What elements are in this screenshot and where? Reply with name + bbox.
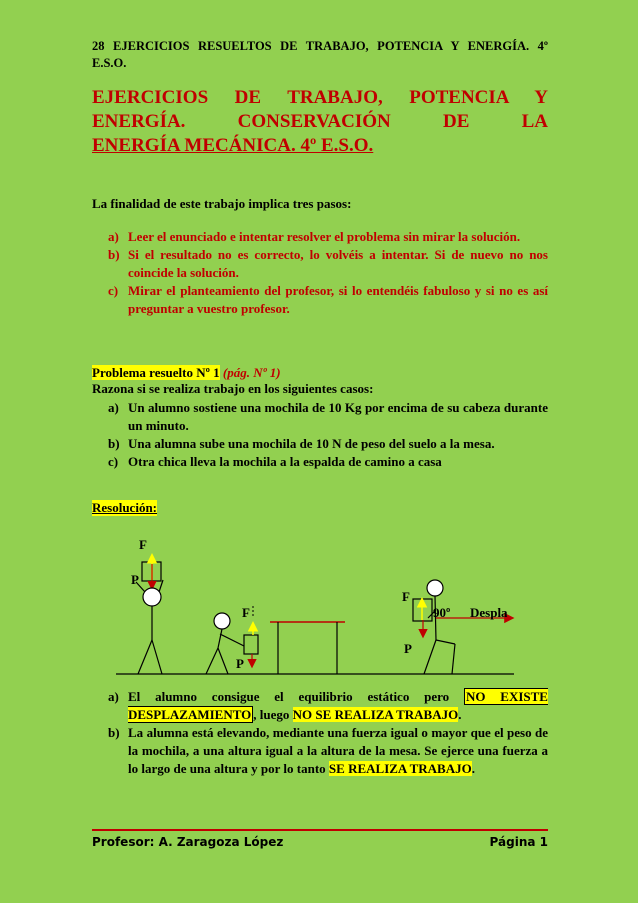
problem-question: Razona si se realiza trabajo en los siguientes casos: (92, 381, 374, 396)
list-item-label: a) (108, 400, 119, 415)
list-item-text (128, 688, 548, 724)
title-line-3 (92, 134, 548, 158)
answer-b-highlight-1: SE REALIZA TRABAJO (328, 761, 472, 776)
figure-student-walking (413, 580, 512, 674)
backpack-box (244, 635, 258, 654)
footer-page-number: Página 1 (489, 835, 548, 849)
list-item (108, 435, 548, 453)
steps-list (108, 228, 548, 318)
answer-a-text-1: El alumno consigue el equilibrio estático pero (128, 689, 464, 704)
physics-figure (0, 520, 638, 680)
list-item-label: c) (108, 454, 119, 469)
cases-list (108, 399, 548, 471)
answers-list (108, 688, 548, 778)
list-item (108, 282, 548, 318)
list-item (108, 246, 548, 282)
list-item-label: b) (108, 436, 120, 451)
list-item-label: a) (108, 689, 119, 704)
list-item (108, 228, 548, 246)
list-item-label: c) (108, 283, 119, 298)
answer-b-text-2: . (471, 761, 475, 776)
head (143, 588, 161, 606)
footer-divider (92, 829, 548, 831)
weight-label-p2: P (236, 656, 244, 671)
answer-a-highlight-2: NO SE REALIZA TRABAJO (292, 707, 459, 722)
answer-a-text-3: . (458, 707, 462, 722)
list-item-label: b) (108, 725, 120, 740)
title-line-2: ENERGÍA. CONSERVACIÓN DE LA (92, 111, 548, 132)
table-drawing (270, 622, 345, 674)
list-item-text: Un alumno sostiene una mochila de 10 Kg por encima de su cabeza durante un minuto. (128, 400, 548, 433)
weight-label-p3: P (404, 641, 412, 656)
head (214, 613, 230, 629)
intro-text: La finalidad de este trabajo implica tres pasos: (92, 196, 352, 211)
problem-page-ref: (pág. Nº 1) (222, 365, 281, 380)
figure-student-lifting (206, 606, 258, 674)
title-line-3-text: ENERGÍA MECÁNICA. 4º E.S.O. (92, 135, 374, 156)
list-item-text: Otra chica lleva la mochila a la espalda de camino a casa (128, 454, 442, 469)
list-item (108, 724, 548, 778)
list-item-text: Una alumna sube una mochila de 10 N de peso del suelo a la mesa. (128, 436, 495, 451)
force-label-f2: F (242, 605, 250, 620)
running-header: 28 EJERCICIOS RESUELTOS DE TRABAJO, POTENCIA Y ENERGÍA. 4º E.S.O. (92, 39, 548, 70)
head (427, 580, 443, 596)
list-item-text: Si el resultado no es correcto, lo volvéis a intentar. Si de nuevo no nos coincide la solución. (128, 247, 548, 280)
page-title (92, 86, 548, 158)
resolution-heading: Resolución: (92, 500, 157, 515)
problem-label: Problema resuelto Nº 1 (92, 365, 220, 380)
displacement-label: Despla (470, 605, 508, 620)
answer-a-highlight-1: NO EXISTE DESPLAZAMIENTO (128, 689, 548, 722)
force-label-f1: F (139, 537, 147, 552)
figure-student-holding (136, 556, 163, 674)
list-item-text: Mirar el planteamiento del profesor, si lo entendéis fabuloso y si no es así preguntar a vuestro profesor. (128, 283, 548, 316)
list-item (108, 688, 548, 724)
answer-b-text-1: La alumna está elevando, mediante una fuerza igual o mayor que el peso de la mochila, a una altura igual a la altura de la mesa. Se ejerce una fuerza a lo largo de una altura y por lo tanto (128, 725, 548, 776)
answer-a-text-2: , luego (253, 707, 293, 722)
force-label-f3: F (402, 589, 410, 604)
problem-heading (92, 365, 281, 381)
list-item (108, 453, 548, 471)
angle-label: 90º (433, 605, 451, 620)
list-item (108, 399, 548, 435)
list-item-label: b) (108, 247, 120, 262)
weight-label-p1: P (131, 572, 139, 587)
list-item-text: Leer el enunciado e intentar resolver el problema sin mirar la solución. (128, 229, 521, 244)
list-item-text (128, 724, 548, 778)
footer-author: Profesor: A. Zaragoza López (92, 835, 284, 849)
title-line-1: EJERCICIOS DE TRABAJO, POTENCIA Y (92, 87, 548, 108)
list-item-label: a) (108, 229, 119, 244)
